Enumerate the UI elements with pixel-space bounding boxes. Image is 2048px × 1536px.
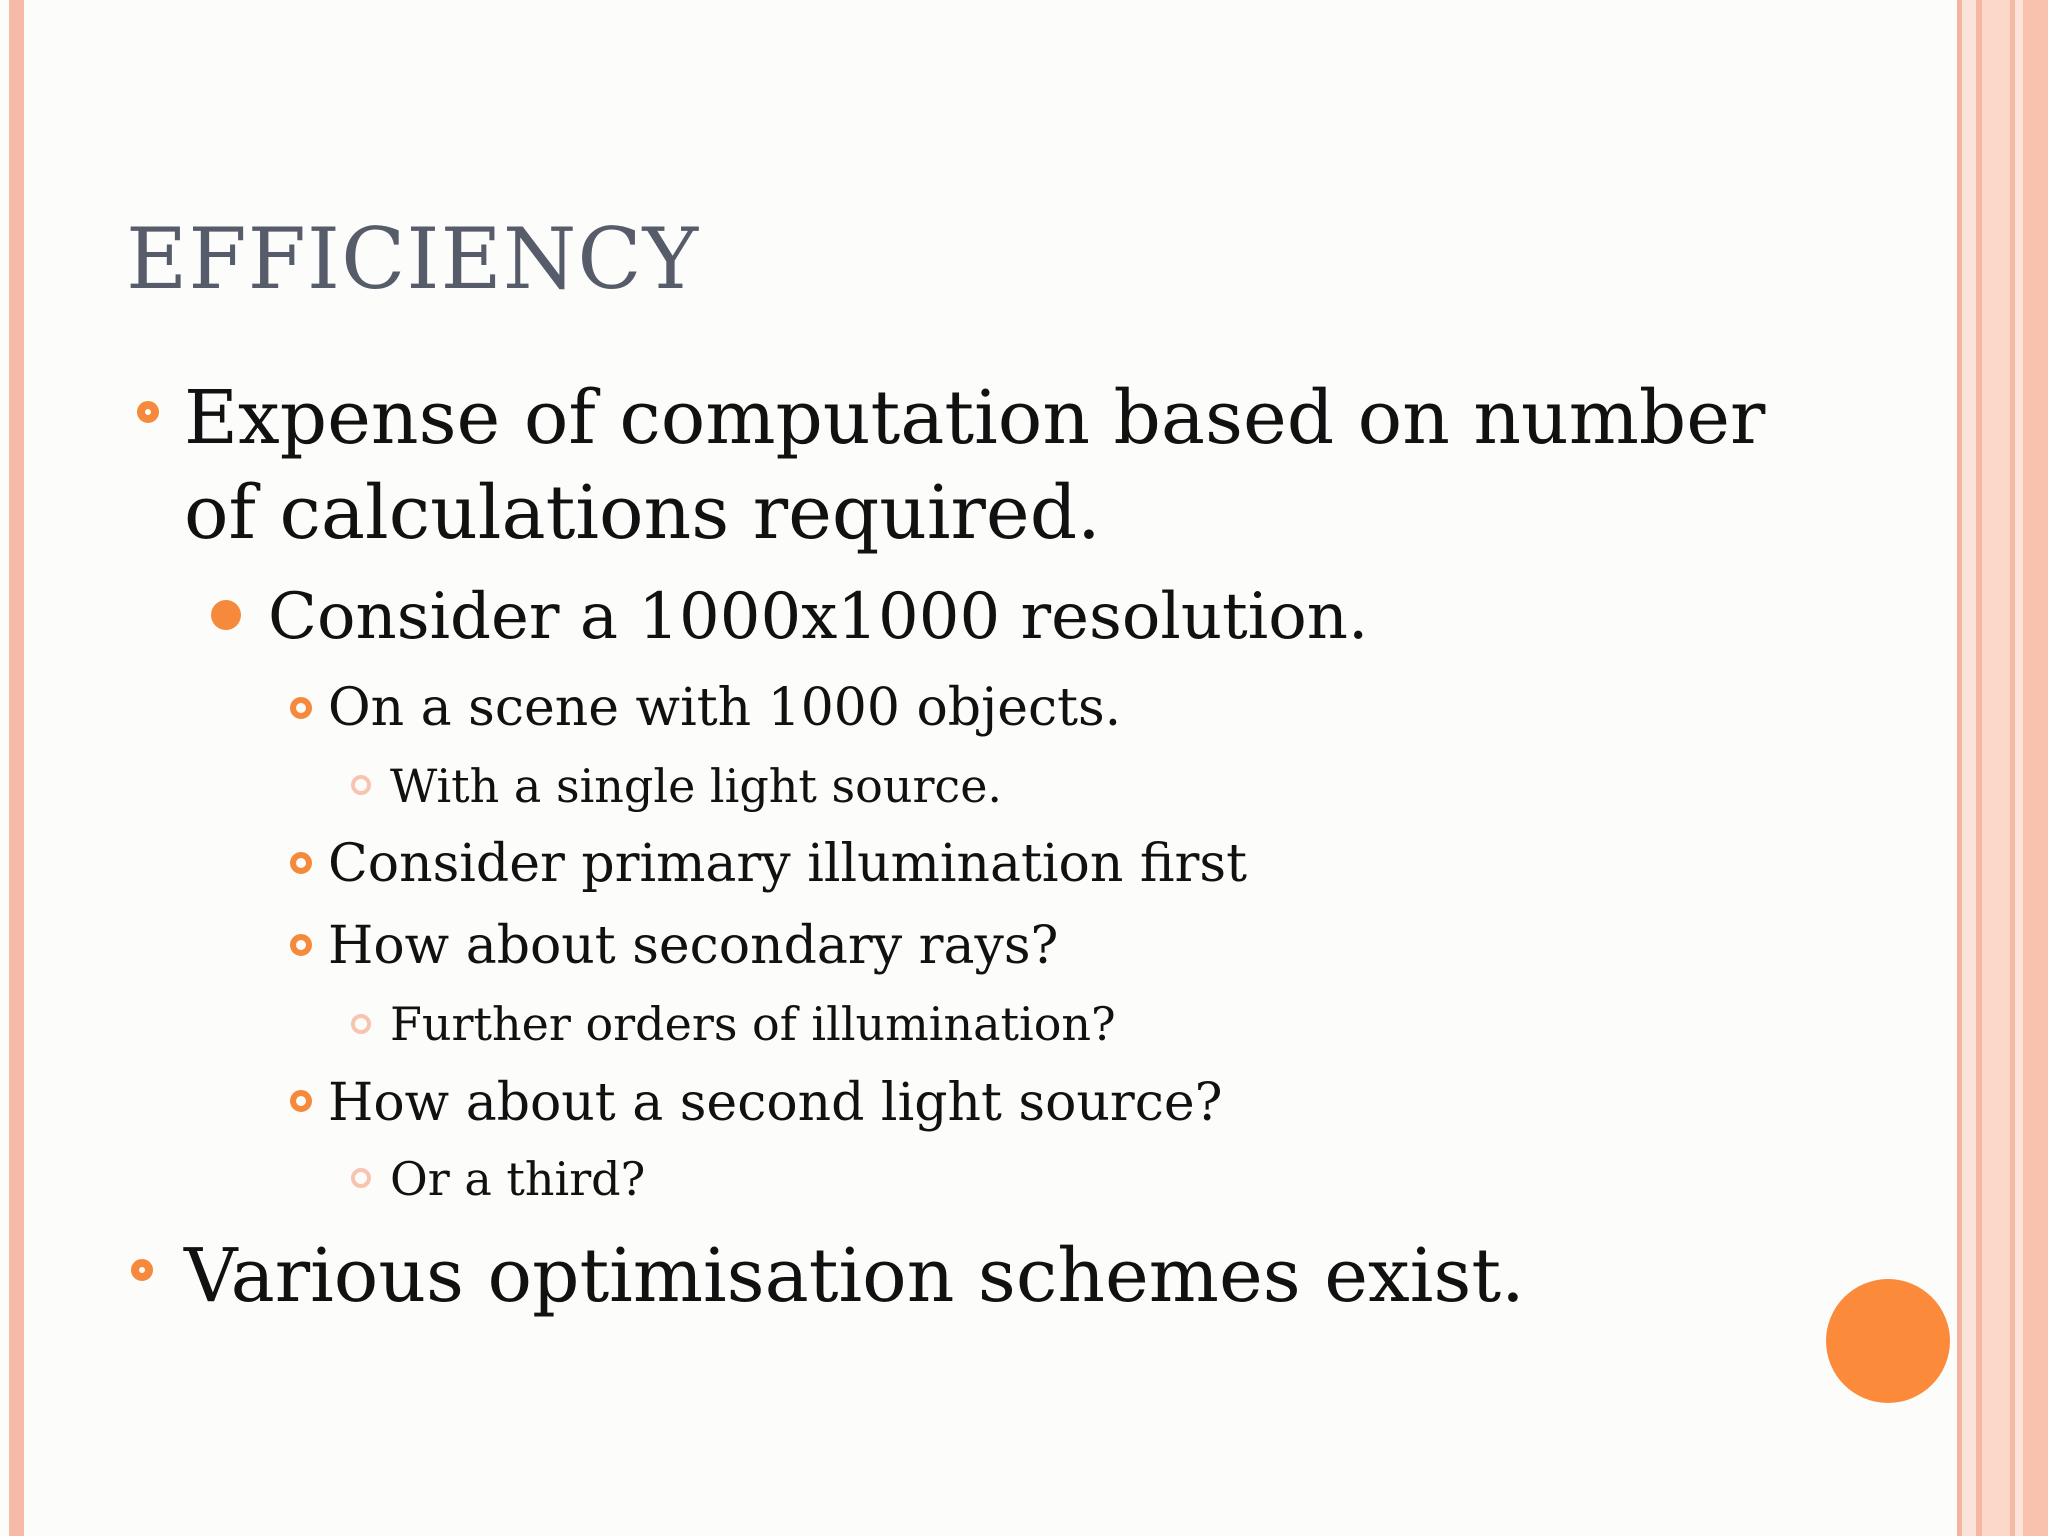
orange-circle-decoration — [1826, 1279, 1950, 1403]
small-orange-ring-icon — [290, 934, 312, 956]
bullet-primary-illumination: Consider primary illumination first — [328, 834, 1247, 894]
orange-dot-icon — [211, 600, 241, 630]
small-orange-ring-icon — [290, 852, 312, 874]
bullet-further-orders: Further orders of illumination? — [390, 997, 1116, 1051]
faint-ring-icon — [351, 1168, 371, 1188]
right-border-band — [2023, 0, 2048, 1536]
right-border-band — [2015, 0, 2023, 1536]
slide-title: EFFICIENCY — [126, 210, 700, 308]
bullet-scene-objects: On a scene with 1000 objects. — [328, 678, 1122, 738]
bullet-second-light: How about a second light source? — [328, 1073, 1223, 1133]
bullet-consider-resolution: Consider a 1000x1000 resolution. — [268, 580, 1369, 654]
orange-ring-icon — [131, 1259, 153, 1281]
small-orange-ring-icon — [290, 1090, 312, 1112]
bullet-secondary-rays: How about secondary rays? — [328, 916, 1059, 976]
bullet-expense-line1: Expense of computation based on number — [184, 375, 1766, 461]
bullet-single-light: With a single light source. — [390, 759, 1003, 813]
bullet-expense-line2: of calculations required. — [184, 470, 1101, 556]
faint-ring-icon — [351, 775, 371, 795]
bullet-third-light: Or a third? — [390, 1152, 646, 1206]
small-orange-ring-icon — [290, 697, 312, 719]
right-border-band — [1982, 0, 2010, 1536]
orange-ring-icon — [137, 401, 159, 423]
right-border-band — [1962, 0, 1976, 1536]
faint-ring-icon — [351, 1014, 371, 1034]
bullet-optimisation-schemes: Various optimisation schemes exist. — [184, 1233, 1525, 1319]
